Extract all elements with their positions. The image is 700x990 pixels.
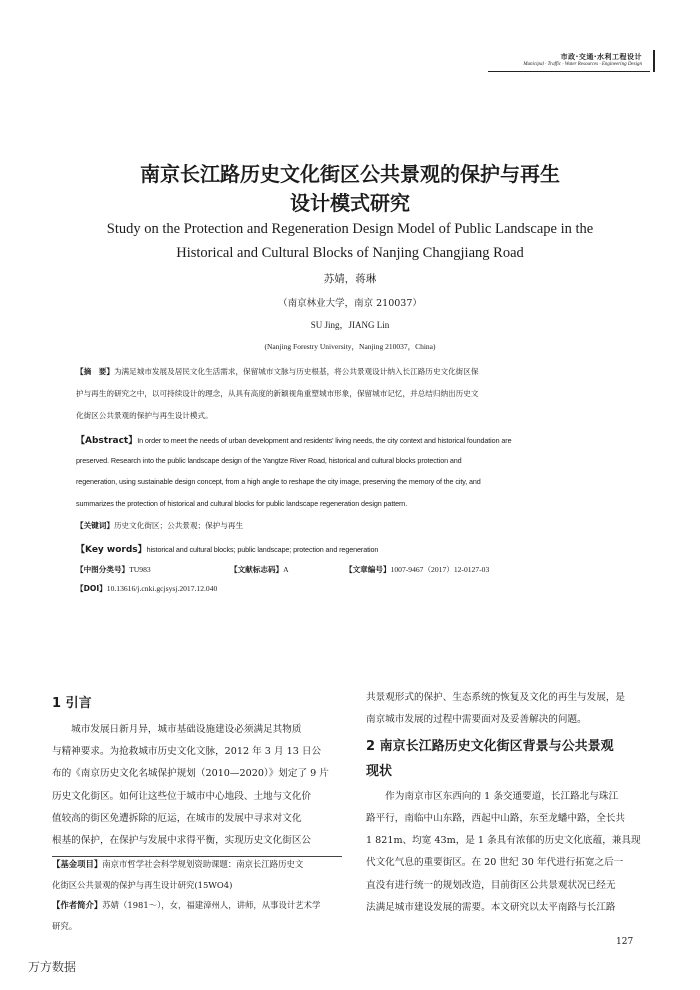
doc-label: 【文献标志码】 [230,565,284,574]
author-bio-text: 苏婧（1981～），女，福建漳州人，讲师，从事设计艺术学 [102,900,321,910]
body-line: 法满足城市建设发展的需要。本文研究以太平南路与长江路 [366,902,616,913]
document-code [230,564,289,575]
body-line: 历史文化街区。如何让这些位于城市中心地段、土地与文化价 [52,791,312,802]
abstract-en-text: In order to meet the needs of urban development and residents' living needs, the city context and historical foundation are [137,436,512,445]
doi [76,583,217,594]
title-cn-line2: 设计模式研究 [290,191,410,215]
doc-value: A [283,565,289,574]
title-en-line1: Study on the Protection and Regeneration Design Model of Public Landscape in the [106,221,594,237]
keywords-en [76,542,624,555]
header-rule [488,71,650,72]
abstract-cn-line: 护与再生的研究之中，以可持续设计的理念，从具有高度的新颖视角重塑城市形象，保留城市记忆，并总结归纳出历史文 [76,389,479,398]
abstract-en-line: regeneration, using sustainable design concept, from a high angle to reshape the city image, preserving the memory of the city, and [76,477,481,486]
article-number [345,564,489,575]
affiliation-cn: （南京林业大学，南京 210037） [278,298,422,309]
abstract-cn-label: 【摘 要】 [76,367,114,376]
title-cn-line1: 南京长江路历史文化街区公共景观的保护与再生 [140,162,560,186]
clc-value: TU983 [129,565,151,574]
doi-value: 10.13616/j.cnki.gcjsysj.2017.12.040 [106,584,218,593]
author-bio-label: 【作者简介】 [52,900,103,910]
abstract-cn-line [76,366,624,377]
authors-cn: 苏婧，蒋琳 [323,273,377,285]
body-line: 南京城市发展的过程中需要面对及妥善解决的问题。 [366,714,587,725]
body-line: 布的《南京历史文化名城保护规划（2010—2020）》划定了 9 片 [52,768,329,779]
journal-category-en: Municipal · Traffic · Water Resources · Engineering Design [523,62,642,67]
abstract-en-line: summarizes the protection of historical and cultural blocks for public landscape regeneration design pattern. [76,499,408,508]
clc-number [76,564,151,575]
abstract-en-line [76,433,624,446]
body-line: 代文化气息的重要街区。在 20 世纪 30 年代进行拓宽之后一 [366,857,624,868]
fund-footnote-cont: 化街区公共景观的保护与再生设计研究(15WO4) [52,880,233,890]
author-footnote [52,899,346,911]
abstract-en-label: 【Abstract】 [76,436,138,446]
article-label: 【文章编号】 [345,565,391,574]
abstract-cn-text: 为满足城市发展及居民文化生活需求，保留城市文脉与历史根基，将公共景观设计纳入长江路历史文化街区保 [113,367,479,376]
header-bar [653,50,655,72]
doi-label: 【DOI】 [76,584,107,593]
body-line: 直没有进行统一的规划改造，目前街区公共景观状况已经无 [366,880,616,891]
article-value: 1007-9467（2017）12-0127-03 [390,565,490,574]
body-line: 与精神要求。为抢救城市历史文化文脉，2012 年 3 月 13 日公 [52,746,322,757]
author-footnote-cont: 研究。 [52,921,78,931]
fund-footnote [52,858,346,870]
body-line: 路平行，南临中山东路，西起中山路，东至龙蟠中路，全长共 [366,813,626,824]
footnote-rule [52,856,342,857]
body-line: 值较高的街区免遭拆除的厄运，在城市的发展中寻求对文化 [52,813,302,824]
body-line: 1 821m、均宽 43m，是 1 条具有浓郁的历史文化底蕴，兼具现 [366,835,641,846]
section1-heading: 1 引言 [52,696,92,711]
authors-en: SU Jing，JIANG Lin [310,320,390,330]
body-line: 共景观形式的保护、生态系统的恢复及文化的再生与发展，是 [366,692,626,703]
keywords-cn-label: 【关键词】 [76,521,114,530]
fund-text: 南京市哲学社会科学规划资助课题：南京长江路历史文 [102,859,304,869]
section2-heading: 2 南京长江路历史文化街区背景与公共景观 [366,739,614,754]
watermark: 万方数据 [28,960,77,974]
keywords-en-text: historical and cultural blocks; public landscape; protection and regeneration [146,545,379,554]
page-number: 127 [616,937,634,947]
title-en-line2: Historical and Cultural Blocks of Nanjing Changjiang Road [176,245,524,261]
body-line: 作为南京市区东西向的 1 条交通要道，长江路北与珠江 [366,791,619,802]
body-line: 根基的保护，在保护与发展中求得平衡，实现历史文化街区公 [52,835,312,846]
body-line: 城市发展日新月异，城市基础设施建设必须满足其物质 [52,724,302,735]
keywords-cn-text: 历史文化街区；公共景观；保护与再生 [113,521,244,530]
section2-heading-cont: 现状 [366,764,393,779]
keywords-cn [76,520,624,531]
fund-label: 【基金项目】 [52,859,103,869]
keywords-en-label: 【Key words】 [76,545,147,555]
abstract-en-line: preserved. Research into the public landscape design of the Yangtze River Road, historical and cultural blocks protection and [76,456,462,465]
clc-label: 【中图分类号】 [76,565,130,574]
abstract-cn-line: 化街区公共景观的保护与再生设计模式。 [76,411,213,420]
affiliation-en: (Nanjing Forestry University，Nanjing 210037，China) [264,342,436,351]
journal-category-cn: 市政·交通·水利工程设计 [560,53,642,61]
